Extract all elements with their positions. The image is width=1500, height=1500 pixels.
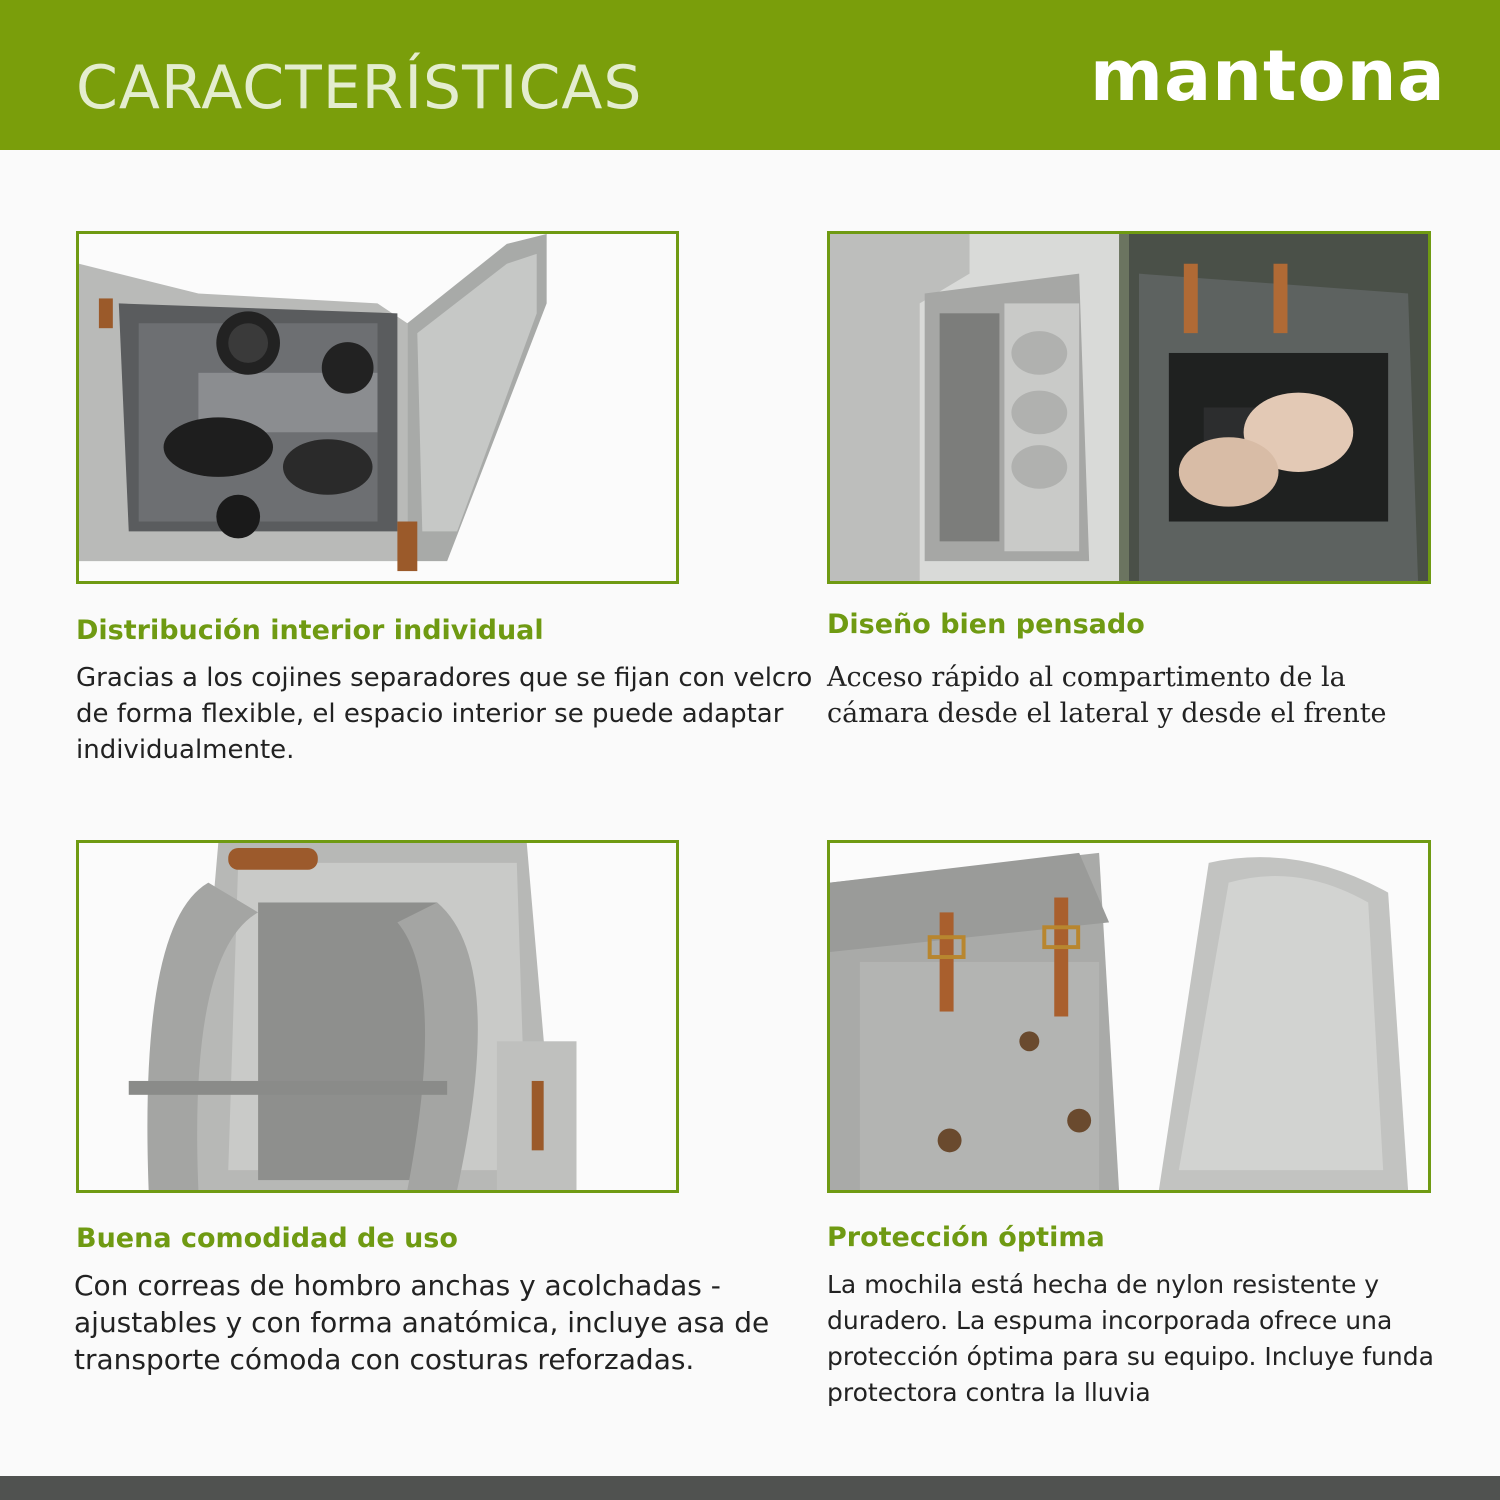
- feature-text-comfort: Con correas de hombro anchas y acolchadas - ajustables y con forma anatómica, incluye asa de transporte cómoda con costuras reforzadas.: [74, 1269, 770, 1376]
- feature-heading-design: Diseño bien pensado: [827, 609, 1145, 640]
- photo-rain-cover: [827, 840, 1431, 1193]
- feature-heading-comfort: Buena comodidad de uso: [76, 1223, 458, 1254]
- feature-heading-protection: Protección óptima: [827, 1222, 1105, 1253]
- feature-text-protection: La mochila está hecha de nylon resistente y duradero. La espuma incorporada ofrece una protección óptima para su equipo. Incluye funda protectora contra la lluvia: [827, 1270, 1434, 1407]
- feature-text-design: Acceso rápido al compartimento de la cámara desde el lateral y desde el frente: [827, 662, 1387, 729]
- photo-side-front-access: [827, 231, 1431, 584]
- footer-bar: [0, 1476, 1500, 1500]
- feature-text-interior: Gracias a los cojines separadores que se fijan con velcro de forma flexible, el espacio interior se puede adaptar individualmente.: [76, 663, 813, 765]
- photo-interior-dividers: [76, 231, 679, 584]
- photo-back-straps: [76, 840, 679, 1193]
- header-banner: [0, 0, 1500, 150]
- brand-logo: mantona: [1090, 35, 1446, 117]
- feature-heading-interior: Distribución interior individual: [76, 615, 544, 646]
- page-title: CARACTERÍSTICAS: [76, 53, 643, 123]
